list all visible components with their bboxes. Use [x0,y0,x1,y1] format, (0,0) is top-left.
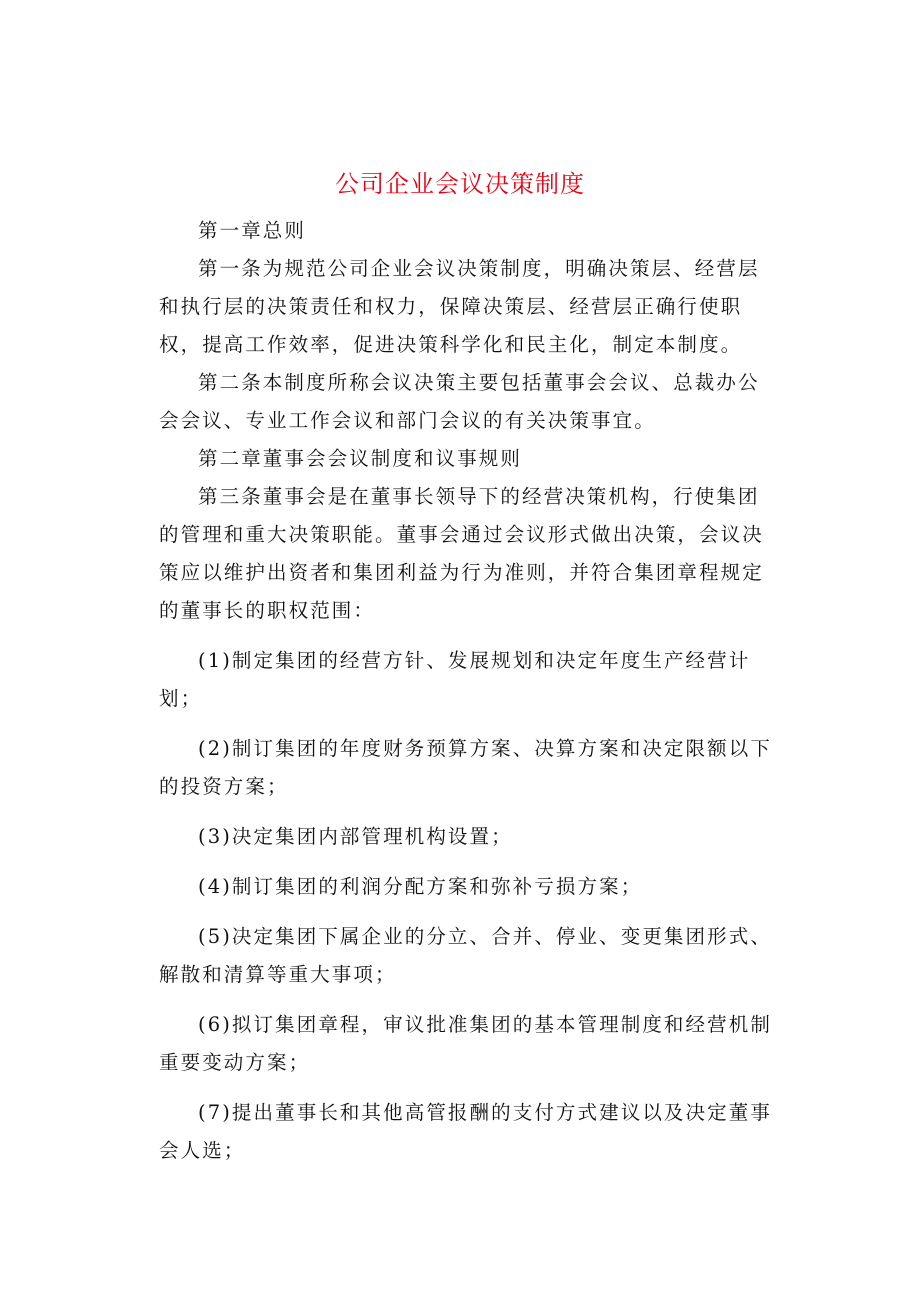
list-item: (4)制订集团的利润分配方案和弥补亏损方案； [198,875,643,898]
list-item: (2)制订集团的年度财务预算方案、决算方案和决定限额以下的投资方案； [159,737,772,798]
article-paragraph: 第一条为规范公司企业会议决策制度，明确决策层、经营层和执行层的决策责任和权力，保障决策层、经营层正确行使职权，提高工作效率，促进决策科学化和民主化，制定本制度。 [159,257,760,356]
list-item: (6)拟订集团章程，审议批准集团的基本管理制度和经营机制重要变动方案； [159,1013,772,1074]
chapter-heading: 第二章董事会会议制度和议事规则 [198,447,523,470]
list-item: (1)制定集团的经营方针、发展规划和决定年度生产经营计划； [159,649,751,710]
article-paragraph: 第二条本制度所称会议决策主要包括董事会会议、总裁办公会会议、专业工作会议和部门会议的有关决策事宜。 [159,371,760,432]
document-title: 公司企业会议决策制度 [335,170,585,198]
document-body [159,212,774,1170]
article-paragraph: 第三条董事会是在董事长领导下的经营决策机构，行使集团的管理和重大决策职能。董事会通过会议形式做出决策，会议决策应以维护出资者和集团利益为行为准则，并符合集团章程规定的董事长的职权范围： [159,485,764,622]
list-item: (7)提出董事长和其他高管报酬的支付方式建议以及决定董事会人选； [159,1101,772,1162]
list-item: (3)决定集团内部管理机构设置； [198,825,513,848]
list-item: (5)决定集团下属企业的分立、合并、停业、变更集团形式、解散和清算等重大事项； [159,925,772,986]
chapter-heading: 第一章总则 [198,219,307,242]
